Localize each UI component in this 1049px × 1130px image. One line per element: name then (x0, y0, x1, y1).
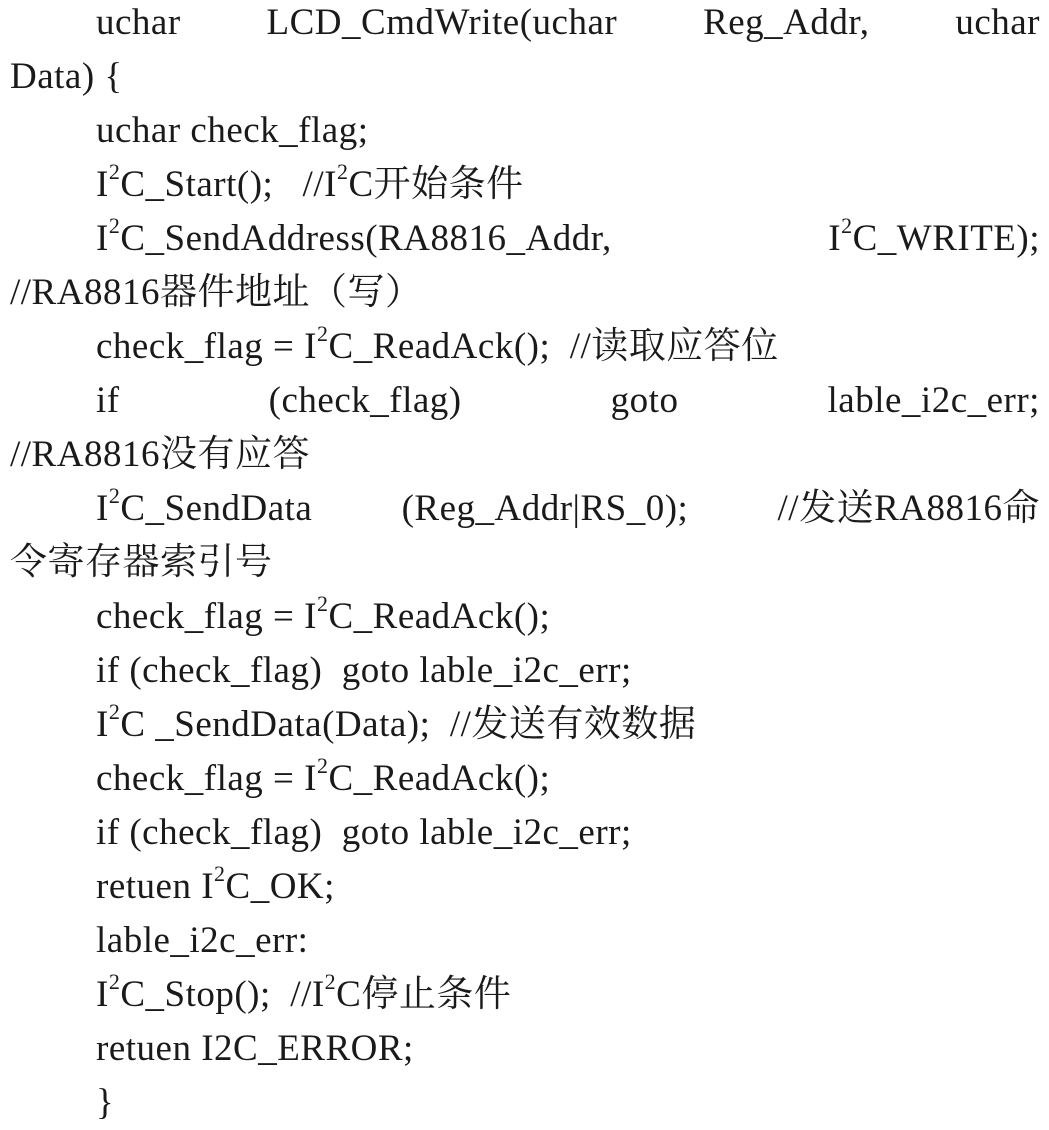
code-token: (check_flag) (268, 380, 462, 421)
code-line-18: lable_i2c_err: (96, 920, 309, 961)
code-line-19: $I^2C\_Stop()$; $//I^2C$停止条件 (96, 968, 512, 1015)
code-token: $I^2C\_WRITE$); (828, 212, 1040, 259)
code-line-2: Data) { (10, 56, 123, 97)
code-line-21: } (96, 1082, 115, 1123)
code-token: Reg_Addr, (703, 2, 870, 43)
code-token: (Reg_Addr|RS_0); (401, 488, 689, 529)
code-token: $I^2C\_SendAddress(RA8816\_Addr$, (96, 212, 612, 259)
code-token: goto (610, 380, 679, 421)
code-line-7: check_flag = $I^2C\_ReadAck()$; //读取应答位 (96, 320, 779, 367)
code-line-11: 令寄存器索引号 (10, 542, 273, 583)
code-line-20: retuen I2C_ERROR; (96, 1028, 414, 1069)
code-line-5 (0, 212, 1040, 266)
code-line-16: if (check_flag) goto lable_i2c_err; (96, 812, 632, 853)
code-token: if (96, 380, 120, 421)
code-line-8 (0, 374, 1040, 428)
code-line-6: //RA8816器件地址（写） (10, 272, 423, 313)
code-token: LCD_CmdWrite(uchar (266, 2, 618, 43)
code-token: //发送RA8816命 (777, 488, 1040, 529)
code-line-10 (0, 482, 1040, 536)
code-line-3: uchar check_flag; (96, 110, 369, 151)
code-line-13: if (check_flag) goto lable_i2c_err; (96, 650, 632, 691)
code-line-17: retuen $I^2C\_OK$; (96, 860, 335, 907)
code-line-9: //RA8816没有应答 (10, 434, 310, 475)
code-line-4: $I^2C\_Start()$; $//I^2C$开始条件 (96, 158, 524, 205)
code-token: uchar (955, 2, 1040, 43)
code-line-1 (0, 0, 1040, 50)
code-token: $I^2C\_SendData$ (96, 482, 313, 529)
code-line-12: check_flag = $I^2C\_ReadAck()$; (96, 590, 551, 637)
code-token: lable_i2c_err; (827, 380, 1040, 421)
code-token: uchar (96, 2, 181, 43)
code-line-15: check_flag = $I^2C\_ReadAck()$; (96, 752, 551, 799)
code-line-14: $I^2C$ _SendData(Data); //发送有效数据 (96, 698, 697, 745)
